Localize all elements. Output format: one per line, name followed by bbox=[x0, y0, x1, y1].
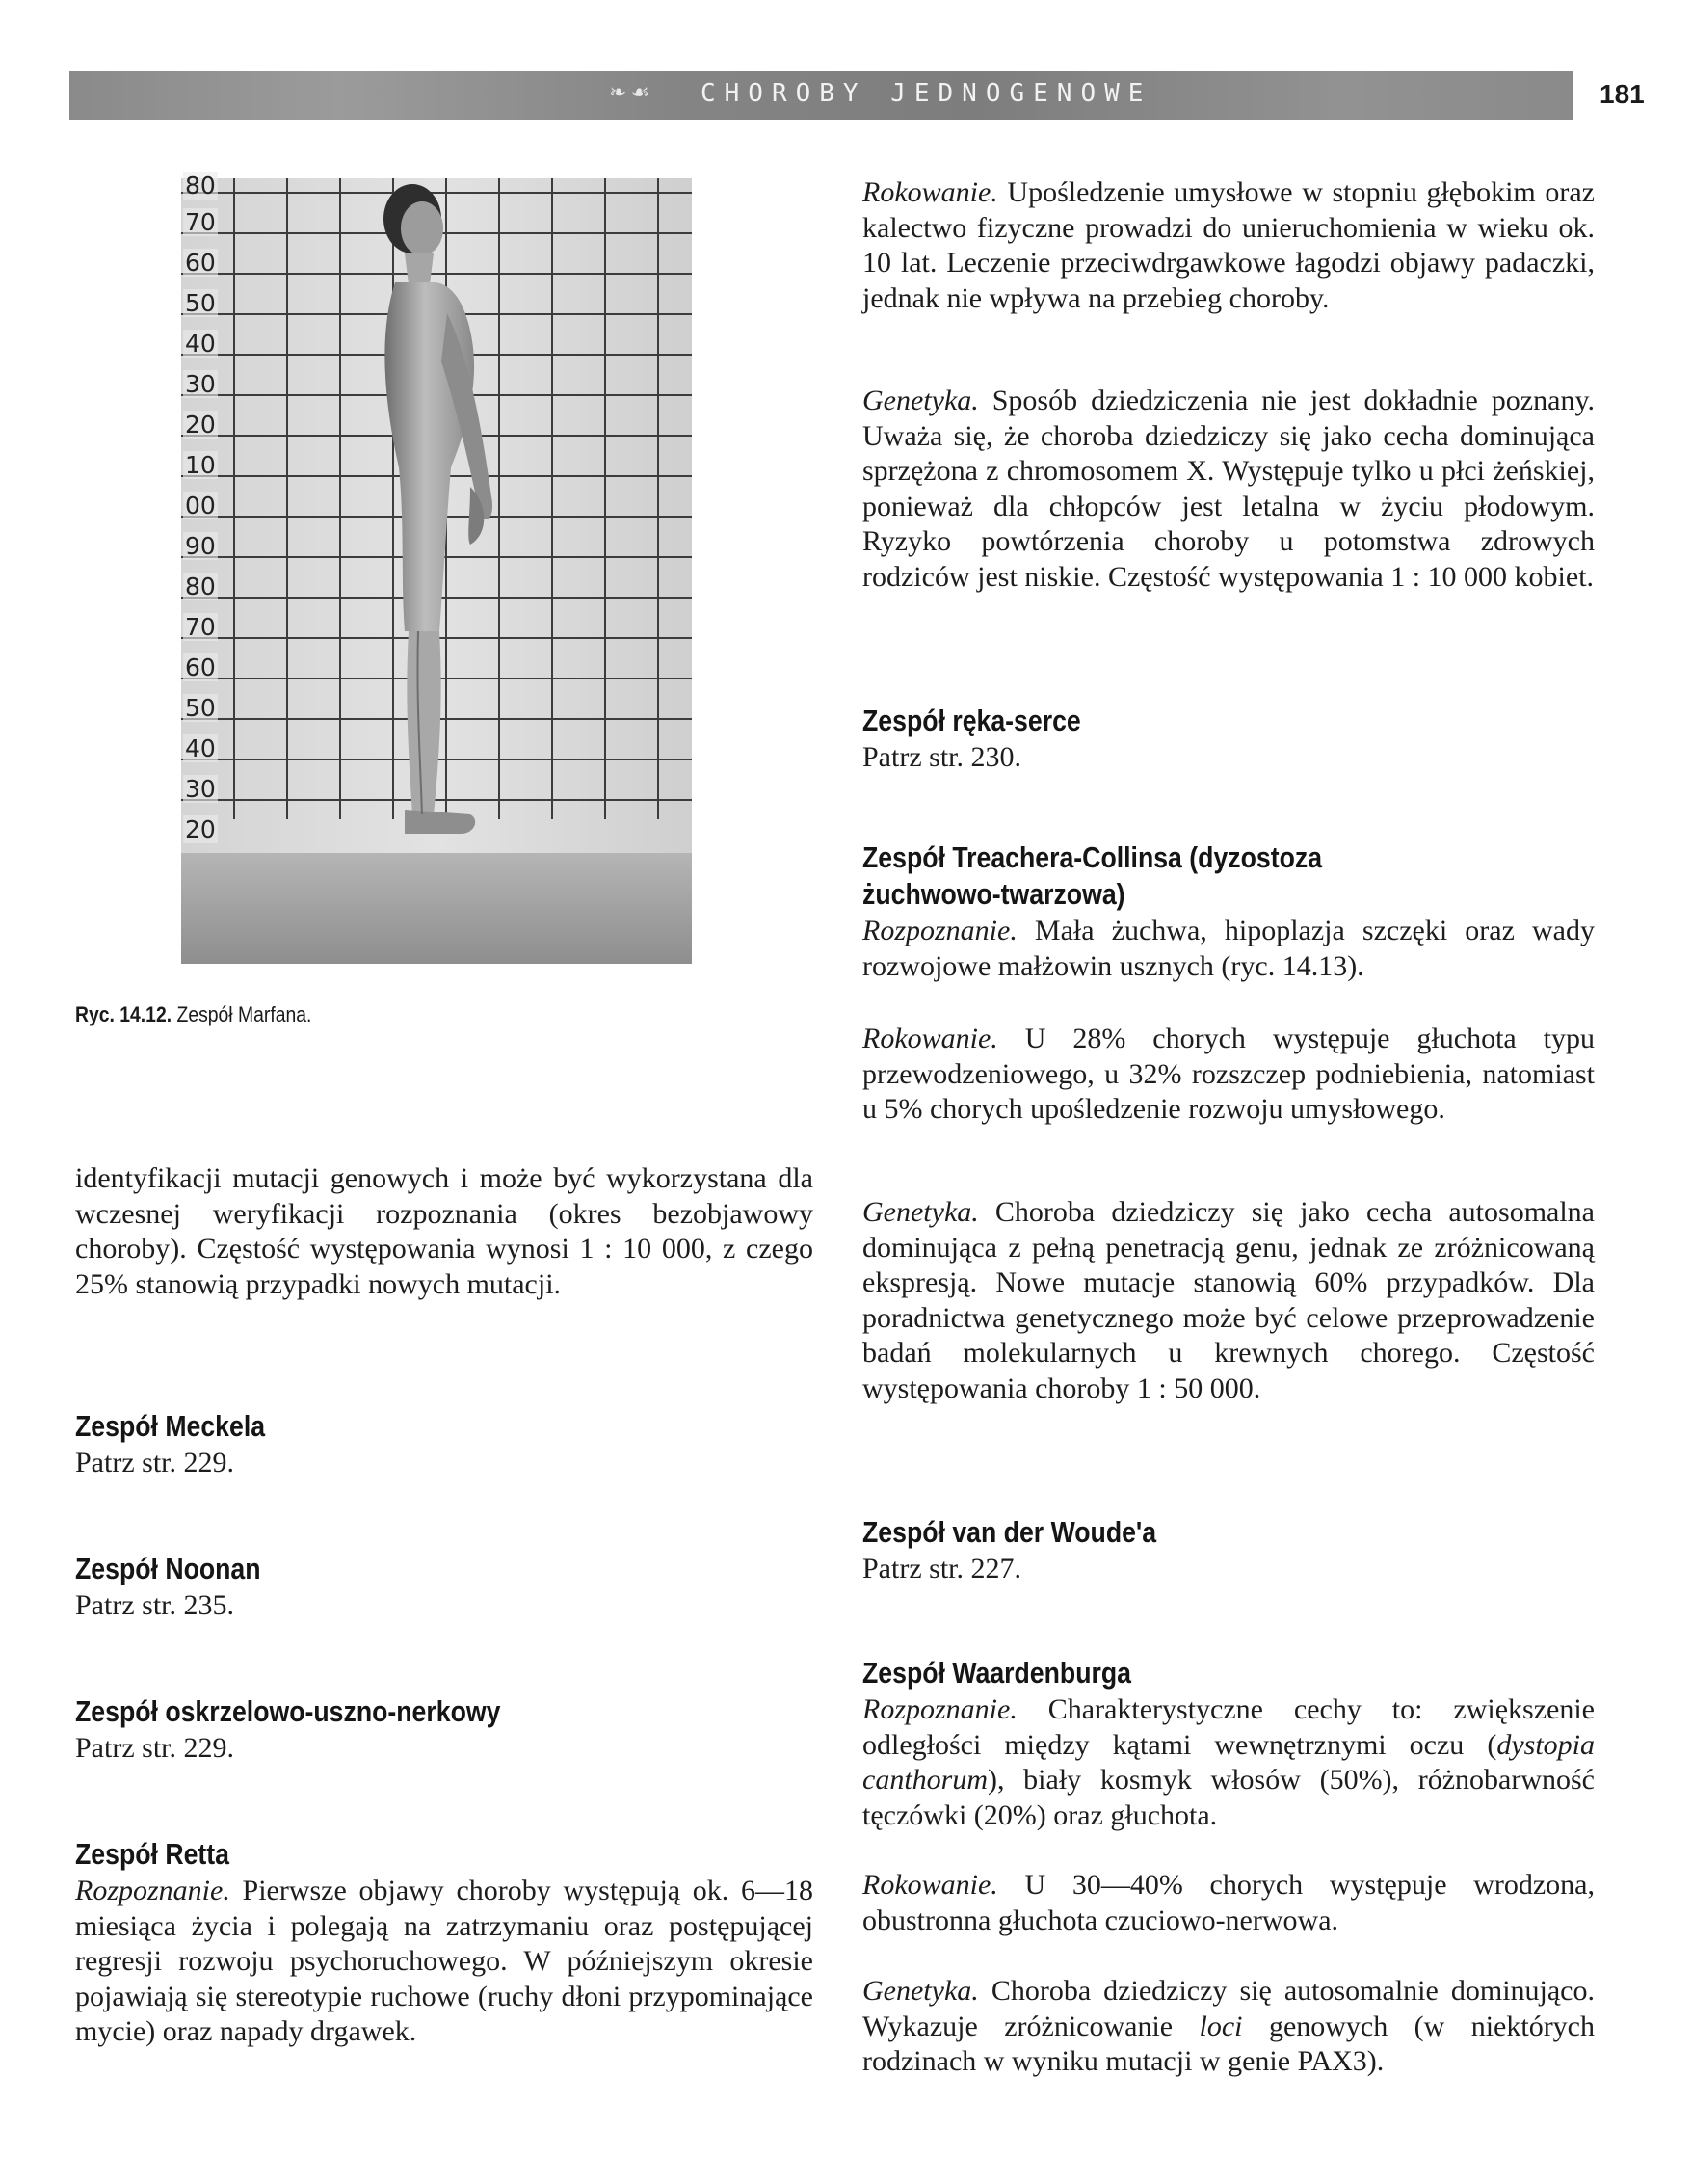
tc-genetics-text: Choroba dziedziczy się jako cecha autosomalna dominująca z pełną penetracją genu, jednak ze zróżnicowaną ekspresją. Nowe mutacje stanowią 60% przypadków. Dla poradnictwa genetycznego może być celowe przeprowadzenie badań molekularnych u krewnych chorego. Częstość występowania choroby 1 : 50 000. bbox=[862, 1196, 1595, 1404]
wb-diagnosis bbox=[862, 1692, 1595, 1833]
caption-number: Ryc. 14.12. bbox=[75, 1002, 172, 1026]
wb-diagnosis-text-1: Charakterystyczne cechy to: zwiększenie odległości między kątami wewnętrznymi oczu ( bbox=[862, 1693, 1595, 1761]
rett-prognosis bbox=[862, 175, 1595, 316]
wb-diagnosis-label: Rozpoznanie. bbox=[862, 1693, 1018, 1725]
tc-diagnosis-label: Rozpoznanie. bbox=[862, 915, 1018, 946]
photo-illustration bbox=[181, 178, 692, 964]
scale-label: 60 bbox=[185, 249, 216, 277]
van-der-woude-heading: Zespół van der Woude'a bbox=[862, 1515, 1157, 1549]
figure-caption bbox=[75, 1002, 311, 1027]
rett-prognosis-label: Rokowanie. bbox=[862, 176, 998, 208]
tc-genetics bbox=[862, 1195, 1595, 1406]
scale-label: 40 bbox=[185, 734, 216, 762]
running-header-title: CHOROBY JEDNOGENOWE bbox=[701, 79, 1152, 108]
rett-genetics-label: Genetyka. bbox=[862, 385, 979, 416]
treacher-collins-heading-line2: żuchwowo-twarzowa) bbox=[862, 877, 1125, 911]
scale-label: 30 bbox=[185, 370, 216, 398]
van-der-woude-reference: Patrz str. 227. bbox=[862, 1553, 1021, 1585]
scale-label: 80 bbox=[185, 172, 216, 200]
noonan-heading: Zespół Noonan bbox=[75, 1552, 261, 1585]
wb-diagnosis-italic: dystopia canthorum bbox=[862, 1728, 1595, 1796]
scale-label: 70 bbox=[185, 613, 216, 641]
wb-prognosis-text: U 30—40% chorych występuje wrodzona, obustronna głuchota czuciowo-nerwowa. bbox=[862, 1869, 1595, 1936]
waardenburg-heading: Zespół Waardenburga bbox=[862, 1656, 1131, 1690]
intro-paragraph bbox=[75, 1161, 813, 1302]
scale-label: 20 bbox=[185, 815, 216, 843]
rett-diagnosis-text: Pierwsze objawy choroby występują ok. 6—18 miesiąca życia i polegają na zatrzymaniu oraz postępującej regresji rozwoju psychoruchowego. W późniejszym okresie pojawiają się stereotypie ruchowe (ruchy dłoni przypominające mycie) oraz napady drgawek. bbox=[75, 1875, 813, 2047]
rett-diagnosis-label: Rozpoznanie. bbox=[75, 1875, 230, 1906]
treacher-collins-heading-line1: Zespół Treachera-Collinsa (dyzostoza bbox=[862, 840, 1323, 874]
hand-heart-heading: Zespół ręka-serce bbox=[862, 704, 1081, 737]
tc-prognosis-text: U 28% chorych występuje głuchota typu przewodzeniowego, u 32% rozszczep podniebienia, natomiast u 5% chorych upośledzenie rozwoju umysłowego. bbox=[862, 1023, 1595, 1125]
scale-label: 60 bbox=[185, 653, 216, 681]
wb-diagnosis-text-2: ), biały kosmyk włosów (50%), różnobarwność tęczówki (20%) oraz głuchota. bbox=[862, 1764, 1595, 1831]
page-number: 181 bbox=[1599, 79, 1645, 109]
hand-heart-reference: Patrz str. 230. bbox=[862, 741, 1021, 773]
scale-label: 10 bbox=[185, 451, 216, 479]
rett-prognosis-text: Upośledzenie umysłowe w stopniu głębokim oraz kalectwo fizyczne prowadzi do unieruchomienia w wieku ok. 10 lat. Leczenie przeciwdrgawkowe łagodzi objawy padaczki, jednak nie wpływa na przebieg choroby. bbox=[862, 176, 1595, 314]
wb-prognosis bbox=[862, 1868, 1595, 1938]
scale-label: 30 bbox=[185, 775, 216, 803]
marfan-photo bbox=[181, 178, 692, 964]
scale-label: 40 bbox=[185, 330, 216, 358]
rett-heading: Zespół Retta bbox=[75, 1837, 229, 1871]
tc-diagnosis-text: Mała żuchwa, hipoplazja szczęki oraz wady rozwojowe małżowin usznych (ryc. 14.13). bbox=[862, 915, 1595, 982]
meckel-heading: Zespół Meckela bbox=[75, 1409, 266, 1443]
bor-heading: Zespół oskrzelowo-uszno-nerkowy bbox=[75, 1694, 501, 1728]
intro-text: identyfikacji mutacji genowych i może być wykorzystana dla wczesnej weryfikacji rozpoznania (okres bezobjawowy choroby). Częstość występowania wynosi 1 : 10 000, z czego 25% stanowią przypadki nowych mutacji. bbox=[75, 1162, 813, 1300]
wb-genetics-label: Genetyka. bbox=[862, 1975, 979, 2007]
scale-label: 50 bbox=[185, 289, 216, 317]
wb-genetics-italic: loci bbox=[1199, 2010, 1243, 2042]
wb-genetics-text-1: Choroba dziedziczy się autosomalnie dominująco. Wykazuje zróżnicowanie bbox=[862, 1975, 1595, 2042]
header-ornament-icon: ❧☙ bbox=[609, 81, 654, 105]
floor bbox=[181, 853, 692, 964]
tc-prognosis bbox=[862, 1022, 1595, 1128]
scale-label: 50 bbox=[185, 694, 216, 722]
tc-prognosis-label: Rokowanie. bbox=[862, 1023, 998, 1054]
meckel-reference: Patrz str. 229. bbox=[75, 1447, 234, 1478]
rett-genetics bbox=[862, 384, 1595, 595]
scale-label: 90 bbox=[185, 532, 216, 560]
rett-diagnosis bbox=[75, 1874, 813, 2050]
tc-genetics-label: Genetyka. bbox=[862, 1196, 979, 1228]
bor-reference: Patrz str. 229. bbox=[75, 1732, 234, 1764]
scale-label: 80 bbox=[185, 573, 216, 600]
running-header bbox=[69, 71, 1573, 120]
wb-genetics bbox=[862, 1974, 1595, 2080]
rett-genetics-text: Sposób dziedziczenia nie jest dokładnie poznany. Uważa się, że choroba dziedziczy się jako cecha dominująca sprzężona z chromosomem X. Występuje tylko u płci żeńskiej, ponieważ dla chłopców jest letalna w życiu płodowym. Ryzyko powtórzenia choroby u potomstwa zdrowych rodziców jest niskie. Częstość występowania 1 : 10 000 kobiet. bbox=[862, 385, 1595, 593]
tc-diagnosis bbox=[862, 914, 1595, 984]
scale-label: 70 bbox=[185, 208, 216, 236]
scale-label: 20 bbox=[185, 411, 216, 439]
noonan-reference: Patrz str. 235. bbox=[75, 1589, 234, 1621]
wb-genetics-text-2: genowych (w niektórych rodzinach w wyniku mutacji w genie PAX3). bbox=[862, 2010, 1596, 2077]
wb-prognosis-label: Rokowanie. bbox=[862, 1869, 998, 1901]
scale-label: 00 bbox=[185, 492, 216, 519]
caption-text: Zespół Marfana. bbox=[176, 1002, 312, 1026]
